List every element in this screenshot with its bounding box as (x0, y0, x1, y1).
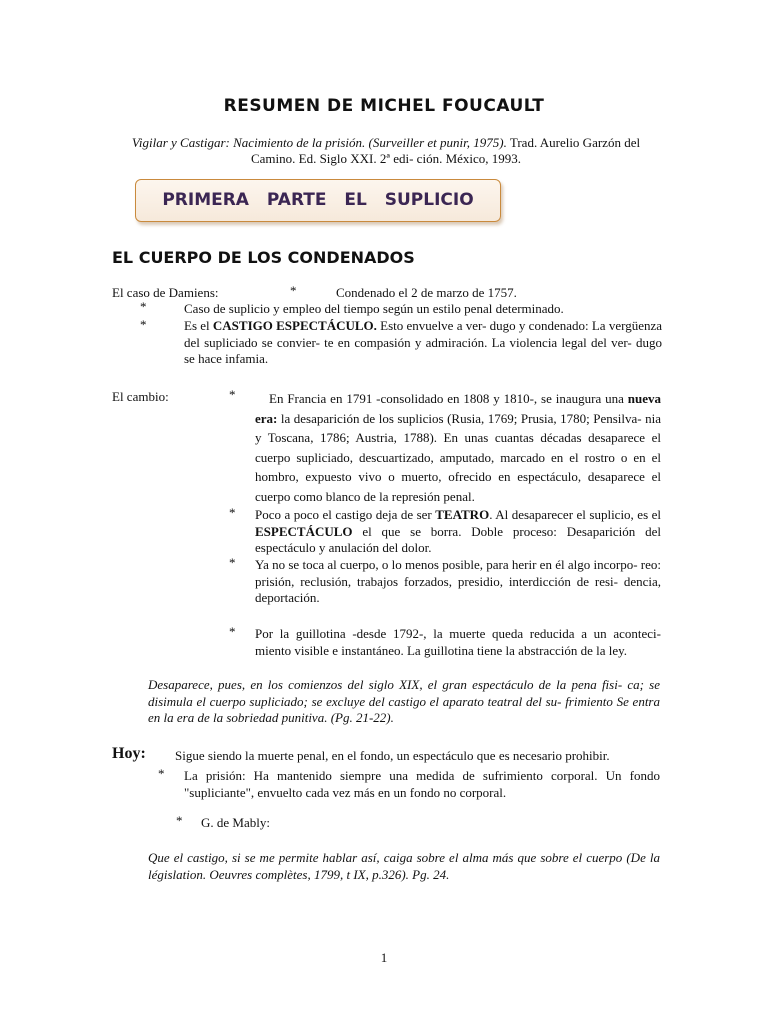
quote-sobriedad-punitiva: Desaparece, pues, en los comienzos del siglo XIX, el gran espectáculo de la pena fisi- ca; se disimula el cuerpo supliciado; se excluye del castigo el aparato teatral del su- frimiento Se entra en la era de la sobriedad punitiva. (Pg. 21-22). (148, 677, 660, 725)
hoy-item-mably: G. de Mably: (201, 815, 270, 830)
page-number: 1 (380, 950, 388, 965)
cambio-item-1 (255, 389, 661, 506)
citation-edition: Camino. Ed. Siglo XXI. 2ª edi- ción. México, 1993. (250, 151, 522, 166)
citation-original-title: (Surveiller et punir, 1975). (368, 135, 507, 150)
cambio-label: El cambio: (112, 389, 169, 404)
bullet-marker: * (229, 555, 236, 570)
hoy-item-prision: La prisión: Ha mantenido siempre una medida de sufrimiento corporal. Un fondo "supliciante", envuelto cada vez más en un fondo no corporal. (184, 768, 660, 800)
section-heading: EL CUERPO DE LOS CONDENADOS (112, 248, 415, 267)
part-title: PRIMERA PARTE EL SUPLICIO (162, 190, 474, 210)
teatro-emphasis: TEATRO (435, 507, 490, 522)
cambio-item-3: Ya no se toca al cuerpo, o lo menos posible, para herir en él algo incorpo- reo: prisión, reclusión, trabajos forzados, presidio, interdicción de resi- dencia, deportación. (255, 557, 661, 605)
bullet-marker: * (229, 505, 236, 520)
bullet-marker: * (229, 624, 236, 639)
document-title: RESUMEN DE MICHEL FOUCAULT (223, 96, 545, 116)
cambio-item-2-post: el que se borra. Doble proceso: Desaparición del espectáculo y anulación del dolor. (255, 523, 661, 555)
damiens-item-2 (184, 318, 662, 368)
cambio-item-1-post: la desaparición de los suplicios (Rusia, 1769; Prusia, 1780; Pensilva- nia y Toscana, 1786; Austria, 1788). En unas cuantas décadas desaparece el cuerpo supliciado, descuartizado, amputado, marcado en el rostro o en el hombro, expuesto vivo o muerto, ofrecido en espectáculo, desaparece el cuerpo como blanco de la represión penal. (255, 410, 661, 504)
castigo-espectaculo-emphasis: CASTIGO ESPECTÁCULO. (212, 318, 377, 333)
bullet-marker: * (158, 766, 165, 781)
damiens-item-2-pre: Es el (184, 318, 213, 333)
damiens-label: El caso de Damiens: (112, 285, 219, 300)
hoy-text: Sigue siendo la muerte penal, en el fondo, un espectáculo que es necesario prohibir. (175, 748, 610, 763)
damiens-text: Condenado el 2 de marzo de 1757. (336, 285, 517, 300)
nueva-era-emphasis: nueva era: (255, 391, 661, 426)
cambio-item-2-pre: Poco a poco el castigo deja de ser (255, 507, 436, 522)
citation (108, 135, 664, 167)
damiens-item-2-post: Esto envuelve a ver- dugo y condenado: La vergüenza del supliciado se convier- te en compasión y admiración. La violencia legal del ver- dugo se hace infamia. (184, 318, 663, 366)
bullet-marker: * (176, 813, 183, 828)
bullet-marker: * (140, 317, 147, 332)
bullet-marker: * (290, 283, 297, 298)
cambio-item-1-pre: En Francia en 1791 -consolidado en 1808 y 1810-, se inaugura una (269, 391, 624, 406)
cambio-item-2-mid: . Al desaparecer el suplicio, es el (489, 507, 661, 522)
hoy-label: Hoy: (112, 745, 146, 762)
espectaculo-emphasis: ESPECTÁCULO (255, 523, 353, 539)
bullet-marker: * (140, 299, 147, 314)
cambio-item-4: Por la guillotina -desde 1792-, la muerte queda reducida a un aconteci- miento visible e instantáneo. La guillotina tiene la abstracción de la ley. (255, 626, 661, 658)
cambio-item-2 (255, 507, 661, 557)
bullet-marker: * (229, 387, 236, 402)
damiens-item-1: Caso de suplicio y empleo del tiempo según un estilo penal determinado. (184, 301, 564, 316)
citation-translation: Trad. Aurelio Garzón del (509, 135, 641, 150)
citation-book-title: Vigilar y Castigar: Nacimiento de la prisión. (131, 135, 366, 150)
quote-mably: Que el castigo, si se me permite hablar así, caiga sobre el alma más que sobre el cuerpo (De la législation. Oeuvres complètes, 1799, t IX, p.326). Pg. 24. (148, 850, 660, 882)
